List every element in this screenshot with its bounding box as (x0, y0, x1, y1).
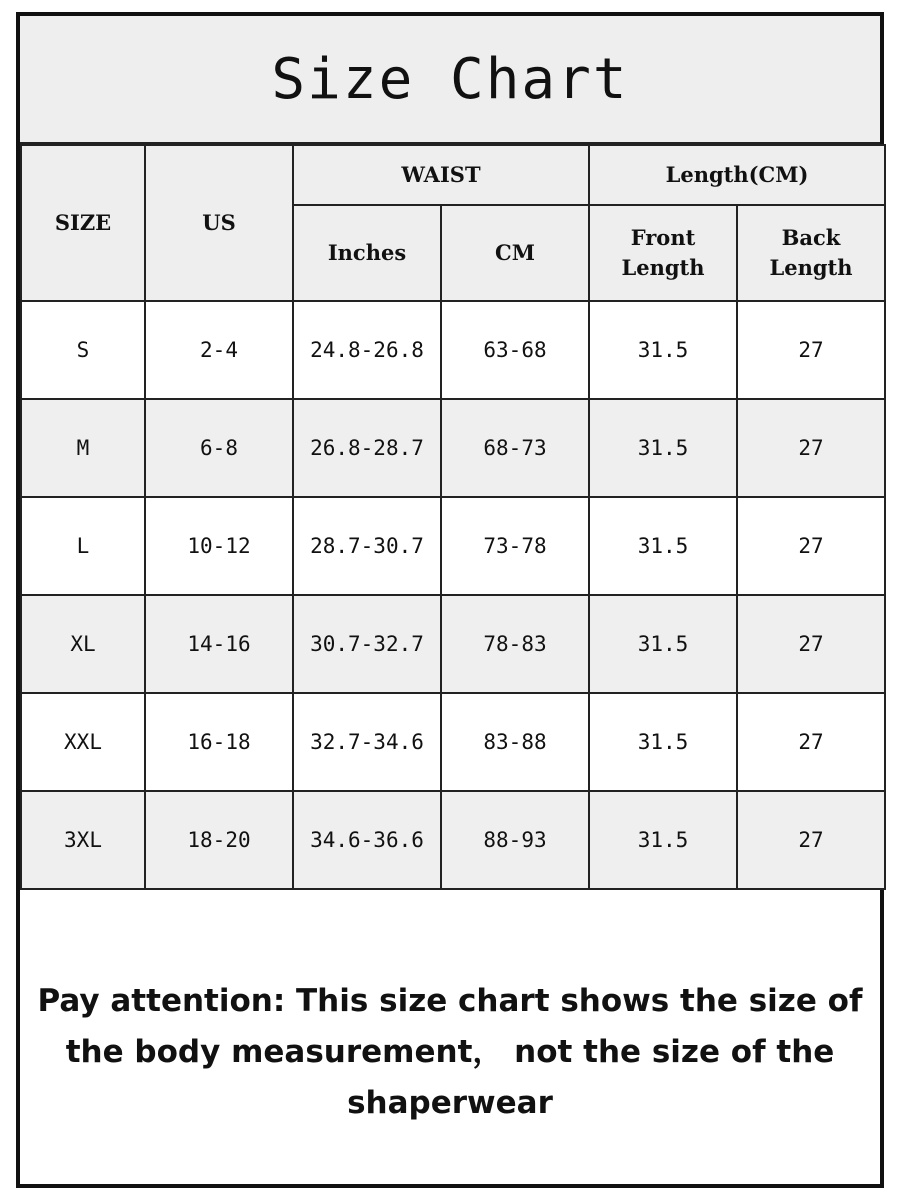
table-row (21, 399, 885, 497)
chart-title: Size Chart (20, 16, 880, 144)
header-size: SIZE (21, 145, 145, 301)
cell-size: L (21, 497, 145, 595)
cell-inches: 28.7-30.7 (293, 497, 441, 595)
cell-cm: 78-83 (441, 595, 589, 693)
cell-back-length: 27 (737, 497, 885, 595)
header-cm: CM (441, 205, 589, 301)
attention-note: Pay attention: This size chart shows the size of the body measurement， not the size of the shaperwear (37, 983, 863, 1121)
cell-us: 6-8 (145, 399, 293, 497)
header-inches: Inches (293, 205, 441, 301)
size-chart-frame (16, 12, 884, 1188)
cell-us: 14-16 (145, 595, 293, 693)
cell-back-length: 27 (737, 693, 885, 791)
header-length: Length(CM) (589, 145, 885, 205)
cell-size: XXL (21, 693, 145, 791)
cell-us: 10-12 (145, 497, 293, 595)
cell-cm: 63-68 (441, 301, 589, 399)
table-row (21, 791, 885, 889)
header-row-top (21, 145, 885, 205)
table-row (21, 301, 885, 399)
cell-size: XL (21, 595, 145, 693)
cell-front-length: 31.5 (589, 693, 737, 791)
cell-inches: 26.8-28.7 (293, 399, 441, 497)
size-table (20, 144, 886, 890)
cell-us: 18-20 (145, 791, 293, 889)
header-back-length (737, 205, 885, 301)
cell-cm: 88-93 (441, 791, 589, 889)
cell-us: 16-18 (145, 693, 293, 791)
table-row (21, 595, 885, 693)
cell-front-length: 31.5 (589, 399, 737, 497)
cell-back-length: 27 (737, 595, 885, 693)
table-row (21, 693, 885, 791)
cell-inches: 24.8-26.8 (293, 301, 441, 399)
header-front-length (589, 205, 737, 301)
cell-front-length: 31.5 (589, 595, 737, 693)
cell-back-length: 27 (737, 301, 885, 399)
cell-front-length: 31.5 (589, 301, 737, 399)
cell-size: 3XL (21, 791, 145, 889)
header-waist: WAIST (293, 145, 589, 205)
cell-size: S (21, 301, 145, 399)
header-front-length-text: Front Length (621, 225, 705, 280)
cell-us: 2-4 (145, 301, 293, 399)
cell-front-length: 31.5 (589, 497, 737, 595)
cell-back-length: 27 (737, 399, 885, 497)
cell-inches: 30.7-32.7 (293, 595, 441, 693)
header-us: US (145, 145, 293, 301)
cell-cm: 68-73 (441, 399, 589, 497)
cell-size: M (21, 399, 145, 497)
header-back-length-text: Back Length (769, 225, 853, 280)
cell-cm: 73-78 (441, 497, 589, 595)
cell-inches: 32.7-34.6 (293, 693, 441, 791)
cell-inches: 34.6-36.6 (293, 791, 441, 889)
cell-back-length: 27 (737, 791, 885, 889)
cell-cm: 83-88 (441, 693, 589, 791)
table-row (21, 497, 885, 595)
cell-front-length: 31.5 (589, 791, 737, 889)
